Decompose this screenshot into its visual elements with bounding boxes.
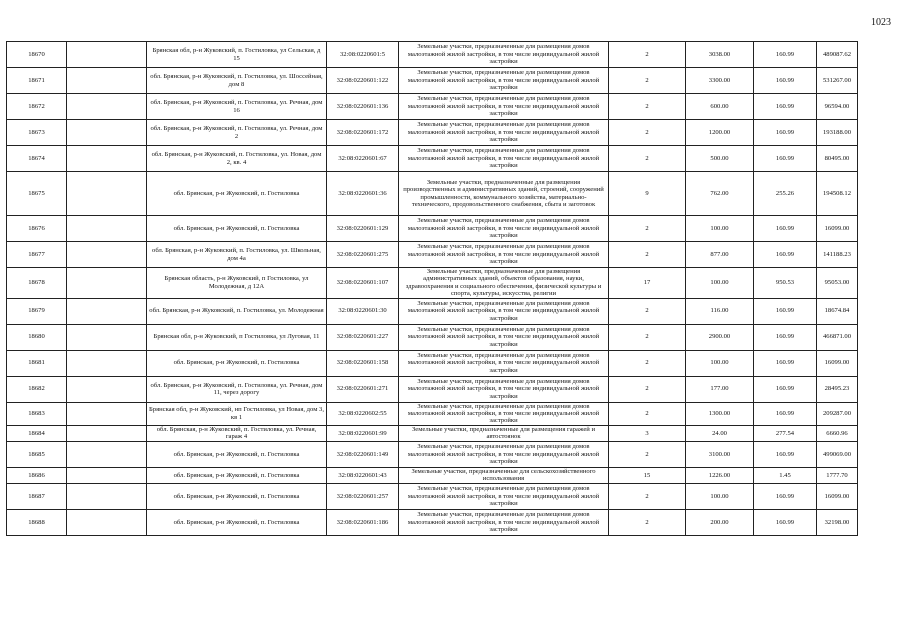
area-cell: 877.00 xyxy=(686,242,754,268)
empty-cell xyxy=(67,441,147,467)
row-number: 18683 xyxy=(7,402,67,425)
land-use-cell: Земельные участки, предназначенные для размещения домов малоэтажной жилой застройки, в том числе индивидуальной жилой застройки xyxy=(399,120,609,146)
cadastral-value-cell: 194508.12 xyxy=(817,172,858,216)
group-cell: 2 xyxy=(609,146,686,172)
group-cell: 2 xyxy=(609,402,686,425)
cadastral-value-cell: 32198.00 xyxy=(817,509,858,535)
address-cell: обл. Брянская, р-н Жуковский, п. Гостиловка xyxy=(147,350,327,376)
empty-cell xyxy=(67,324,147,350)
area-cell: 200.00 xyxy=(686,509,754,535)
cadastral-number-cell: 32:08:0220601:129 xyxy=(327,216,399,242)
row-number: 18682 xyxy=(7,376,67,402)
cadastral-value-cell: 531267.00 xyxy=(817,68,858,94)
specific-value-cell: 160.99 xyxy=(754,68,817,94)
row-number: 18686 xyxy=(7,467,67,483)
address-cell: обл. Брянская, р-н Жуковский, п. Гостиловка xyxy=(147,172,327,216)
area-cell: 100.00 xyxy=(686,216,754,242)
address-cell: обл. Брянская, р-н Жуковский, п. Гостиловка xyxy=(147,509,327,535)
address-cell: обл. Брянская, р-н Жуковский, п. Гостиловка xyxy=(147,216,327,242)
specific-value-cell: 160.99 xyxy=(754,146,817,172)
land-use-cell: Земельные участки, предназначенные для размещения домов малоэтажной жилой застройки, в том числе индивидуальной жилой застройки xyxy=(399,94,609,120)
row-number: 18679 xyxy=(7,298,67,324)
page-number: 1023 xyxy=(871,17,891,28)
row-number: 18670 xyxy=(7,42,67,68)
land-use-cell: Земельные участки, предназначенные для размещения домов малоэтажной жилой застройки, в том числе индивидуальной жилой застройки xyxy=(399,441,609,467)
address-cell: обл. Брянская, р-н Жуковский, п. Гостиловка, ул. Речная, дом 2 xyxy=(147,120,327,146)
cadastral-number-cell: 32:08:0220601:172 xyxy=(327,120,399,146)
table-row xyxy=(7,425,858,441)
specific-value-cell: 160.99 xyxy=(754,94,817,120)
table-row xyxy=(7,402,858,425)
table-row xyxy=(7,324,858,350)
land-use-cell: Земельные участки, предназначенные для размещения домов малоэтажной жилой застройки, в том числе индивидуальной жилой застройки xyxy=(399,146,609,172)
specific-value-cell: 160.99 xyxy=(754,216,817,242)
empty-cell xyxy=(67,509,147,535)
specific-value-cell: 160.99 xyxy=(754,483,817,509)
empty-cell xyxy=(67,425,147,441)
cadastral-value-cell: 95053.00 xyxy=(817,268,858,299)
group-cell: 2 xyxy=(609,94,686,120)
area-cell: 762.00 xyxy=(686,172,754,216)
cadastral-number-cell: 32:08:0220601:257 xyxy=(327,483,399,509)
specific-value-cell: 950.53 xyxy=(754,268,817,299)
cadastral-number-cell: 32:08:0220601:136 xyxy=(327,94,399,120)
cadastral-value-cell: 16099.00 xyxy=(817,216,858,242)
cadastral-number-cell: 32:08:0220601:67 xyxy=(327,146,399,172)
group-cell: 2 xyxy=(609,483,686,509)
specific-value-cell: 160.99 xyxy=(754,509,817,535)
cadastral-value-cell: 16099.00 xyxy=(817,350,858,376)
land-use-cell: Земельные участки, предназначенные для размещения административных зданий, объектов образования, науки, здравоохранения и социального обеспечения, физической культуры и спорта, культуры, искусства, религии xyxy=(399,268,609,299)
cadastral-number-cell: 32:08:0220601:158 xyxy=(327,350,399,376)
empty-cell xyxy=(67,483,147,509)
table-row xyxy=(7,467,858,483)
address-cell: Брянская обл, р-н Жуковский, п Гостиловка, ул Луговая, 11 xyxy=(147,324,327,350)
cadastral-number-cell: 32:08:0220601:43 xyxy=(327,467,399,483)
table-row xyxy=(7,441,858,467)
group-cell: 3 xyxy=(609,425,686,441)
cadastral-value-cell: 96594.00 xyxy=(817,94,858,120)
area-cell: 1300.00 xyxy=(686,402,754,425)
table-row xyxy=(7,94,858,120)
land-use-cell: Земельные участки, предназначенные для размещения домов малоэтажной жилой застройки, в том числе индивидуальной жилой застройки xyxy=(399,350,609,376)
empty-cell xyxy=(67,68,147,94)
address-cell: Брянская область, р-н Жуковский, п Гостиловка, ул Молодежная, д 12А xyxy=(147,268,327,299)
cadastral-value-cell: 80495.00 xyxy=(817,146,858,172)
row-number: 18678 xyxy=(7,268,67,299)
table-row xyxy=(7,298,858,324)
area-cell: 500.00 xyxy=(686,146,754,172)
table-body xyxy=(7,42,858,536)
row-number: 18688 xyxy=(7,509,67,535)
group-cell: 2 xyxy=(609,242,686,268)
empty-cell xyxy=(67,298,147,324)
area-cell: 3300.00 xyxy=(686,68,754,94)
cadastral-number-cell: 32:08:0220601:107 xyxy=(327,268,399,299)
land-use-cell: Земельные участки, предназначенные для размещения домов малоэтажной жилой застройки, в том числе индивидуальной жилой застройки xyxy=(399,242,609,268)
address-cell: обл. Брянская, р-н Жуковский, п. Гостиловка xyxy=(147,441,327,467)
area-cell: 177.00 xyxy=(686,376,754,402)
cadastral-number-cell: 32:08:0220601:149 xyxy=(327,441,399,467)
row-number: 18680 xyxy=(7,324,67,350)
table-row xyxy=(7,216,858,242)
land-use-cell: Земельные участки, предназначенные для сельскохозяйственного использования xyxy=(399,467,609,483)
table-row xyxy=(7,376,858,402)
group-cell: 2 xyxy=(609,298,686,324)
area-cell: 24.00 xyxy=(686,425,754,441)
table-row xyxy=(7,268,858,299)
empty-cell xyxy=(67,172,147,216)
cadastral-number-cell: 32:08:0220601:36 xyxy=(327,172,399,216)
specific-value-cell: 160.99 xyxy=(754,402,817,425)
cadastral-value-cell: 16099.00 xyxy=(817,483,858,509)
row-number: 18681 xyxy=(7,350,67,376)
land-use-cell: Земельные участки, предназначенные для размещения домов малоэтажной жилой застройки, в том числе индивидуальной жилой застройки xyxy=(399,324,609,350)
group-cell: 15 xyxy=(609,467,686,483)
row-number: 18684 xyxy=(7,425,67,441)
row-number: 18677 xyxy=(7,242,67,268)
area-cell: 600.00 xyxy=(686,94,754,120)
row-number: 18675 xyxy=(7,172,67,216)
address-cell: обл. Брянская, р-н Жуковский, п. Гостиловка xyxy=(147,467,327,483)
land-use-cell: Земельные участки, предназначенные для размещения домов малоэтажной жилой застройки, в том числе индивидуальной жилой застройки xyxy=(399,68,609,94)
land-use-cell: Земельные участки, предназначенные для размещения производственных и административных зданий, строений, сооружений промышленности, коммунального хозяйства, материально-технического, продовольственного снабжения, сбыта и заготовок xyxy=(399,172,609,216)
cadastral-number-cell: 32:08:0220601:30 xyxy=(327,298,399,324)
empty-cell xyxy=(67,350,147,376)
area-cell: 1226.00 xyxy=(686,467,754,483)
address-cell: обл. Брянская, р-н Жуковский, п. Гостиловка, ул. Речная, гараж 4 xyxy=(147,425,327,441)
cadastral-number-cell: 32:08:0220601:186 xyxy=(327,509,399,535)
cadastral-value-cell: 6660.96 xyxy=(817,425,858,441)
area-cell: 100.00 xyxy=(686,268,754,299)
table-row xyxy=(7,509,858,535)
group-cell: 2 xyxy=(609,42,686,68)
cadastral-value-cell: 193188.00 xyxy=(817,120,858,146)
land-use-cell: Земельные участки, предназначенные для размещения домов малоэтажной жилой застройки, в том числе индивидуальной жилой застройки xyxy=(399,216,609,242)
specific-value-cell: 160.99 xyxy=(754,350,817,376)
address-cell: обл. Брянская, р-н Жуковский, п. Гостиловка, ул. Новая, дом 2, кв. 4 xyxy=(147,146,327,172)
empty-cell xyxy=(67,146,147,172)
empty-cell xyxy=(67,402,147,425)
group-cell: 2 xyxy=(609,120,686,146)
cadastral-value-cell: 28495.23 xyxy=(817,376,858,402)
table-row xyxy=(7,120,858,146)
cadastral-value-cell: 499069.00 xyxy=(817,441,858,467)
land-use-cell: Земельные участки, предназначенные для размещения домов малоэтажной жилой застройки, в том числе индивидуальной жилой застройки xyxy=(399,376,609,402)
group-cell: 2 xyxy=(609,509,686,535)
address-cell: обл. Брянская, р-н Жуковский, п. Гостиловка, ул. Шоссейная, дом 8 xyxy=(147,68,327,94)
group-cell: 17 xyxy=(609,268,686,299)
group-cell: 2 xyxy=(609,324,686,350)
cadastral-number-cell: 32:08:0220602:55 xyxy=(327,402,399,425)
table-row xyxy=(7,483,858,509)
table-row xyxy=(7,172,858,216)
table-row xyxy=(7,42,858,68)
specific-value-cell: 160.99 xyxy=(754,42,817,68)
cadastral-number-cell: 32:08:0220601:99 xyxy=(327,425,399,441)
address-cell: обл. Брянская, р-н Жуковский, п. Гостиловка, ул. Речная, дом 16 xyxy=(147,94,327,120)
land-use-cell: Земельные участки, предназначенные для размещения гаражей и автостоянок xyxy=(399,425,609,441)
empty-cell xyxy=(67,42,147,68)
row-number: 18685 xyxy=(7,441,67,467)
area-cell: 3100.00 xyxy=(686,441,754,467)
specific-value-cell: 1.45 xyxy=(754,467,817,483)
cadastral-value-cell: 1777.70 xyxy=(817,467,858,483)
table-row xyxy=(7,242,858,268)
land-use-cell: Земельные участки, предназначенные для размещения домов малоэтажной жилой застройки, в том числе индивидуальной жилой застройки xyxy=(399,298,609,324)
area-cell: 2900.00 xyxy=(686,324,754,350)
cadastral-value-cell: 141188.23 xyxy=(817,242,858,268)
cadastral-number-cell: 32:08:0220601:275 xyxy=(327,242,399,268)
group-cell: 2 xyxy=(609,216,686,242)
table-row xyxy=(7,68,858,94)
area-cell: 116.00 xyxy=(686,298,754,324)
empty-cell xyxy=(67,268,147,299)
row-number: 18687 xyxy=(7,483,67,509)
specific-value-cell: 160.99 xyxy=(754,441,817,467)
empty-cell xyxy=(67,120,147,146)
empty-cell xyxy=(67,216,147,242)
specific-value-cell: 255.26 xyxy=(754,172,817,216)
address-cell: обл. Брянская, р-н Жуковский, п. Гостиловка, ул. Молодежная xyxy=(147,298,327,324)
specific-value-cell: 160.99 xyxy=(754,120,817,146)
cadastral-value-cell: 209287.00 xyxy=(817,402,858,425)
empty-cell xyxy=(67,467,147,483)
cadastral-number-cell: 32:08:0220601:227 xyxy=(327,324,399,350)
specific-value-cell: 160.99 xyxy=(754,376,817,402)
row-number: 18671 xyxy=(7,68,67,94)
row-number: 18676 xyxy=(7,216,67,242)
area-cell: 100.00 xyxy=(686,350,754,376)
cadastral-number-cell: 32:08:0220601:122 xyxy=(327,68,399,94)
row-number: 18673 xyxy=(7,120,67,146)
land-valuation-table xyxy=(6,41,858,536)
specific-value-cell: 160.99 xyxy=(754,324,817,350)
address-cell: Брянская обл, р-н Жуковский, п. Гостиловка, ул Сельская, д 15 xyxy=(147,42,327,68)
area-cell: 3038.00 xyxy=(686,42,754,68)
address-cell: Брянская обл, р-н Жуковский, нп Гостиловка, ул Новая, дом 3, кв 1 xyxy=(147,402,327,425)
table-row xyxy=(7,350,858,376)
cadastral-number-cell: 32:08:0220601:5 xyxy=(327,42,399,68)
row-number: 18674 xyxy=(7,146,67,172)
address-cell: обл. Брянская, р-н Жуковский, п. Гостиловка, ул. Речная, дом 11, через дорогу xyxy=(147,376,327,402)
land-use-cell: Земельные участки, предназначенные для размещения домов малоэтажной жилой застройки, в том числе индивидуальной жилой застройки xyxy=(399,509,609,535)
empty-cell xyxy=(67,376,147,402)
cadastral-number-cell: 32:08:0220601:271 xyxy=(327,376,399,402)
empty-cell xyxy=(67,94,147,120)
specific-value-cell: 277.54 xyxy=(754,425,817,441)
cadastral-value-cell: 489087.62 xyxy=(817,42,858,68)
address-cell: обл. Брянская, р-н Жуковский, п. Гостиловка, ул. Школьная, дом 4а xyxy=(147,242,327,268)
group-cell: 2 xyxy=(609,376,686,402)
table-row xyxy=(7,146,858,172)
address-cell: обл. Брянская, р-н Жуковский, п. Гостиловка xyxy=(147,483,327,509)
group-cell: 2 xyxy=(609,350,686,376)
cadastral-value-cell: 18674.84 xyxy=(817,298,858,324)
land-use-cell: Земельные участки, предназначенные для размещения домов малоэтажной жилой застройки, в том числе индивидуальной жилой застройки xyxy=(399,483,609,509)
area-cell: 100.00 xyxy=(686,483,754,509)
area-cell: 1200.00 xyxy=(686,120,754,146)
group-cell: 2 xyxy=(609,68,686,94)
land-use-cell: Земельные участки, предназначенные для размещения домов малоэтажной жилой застройки, в том числе индивидуальной жилой застройки xyxy=(399,42,609,68)
cadastral-value-cell: 466871.00 xyxy=(817,324,858,350)
group-cell: 9 xyxy=(609,172,686,216)
row-number: 18672 xyxy=(7,94,67,120)
empty-cell xyxy=(67,242,147,268)
specific-value-cell: 160.99 xyxy=(754,298,817,324)
land-use-cell: Земельные участки, предназначенные для размещения домов малоэтажной жилой застройки, в том числе индивидуальной жилой застройки xyxy=(399,402,609,425)
group-cell: 2 xyxy=(609,441,686,467)
specific-value-cell: 160.99 xyxy=(754,242,817,268)
